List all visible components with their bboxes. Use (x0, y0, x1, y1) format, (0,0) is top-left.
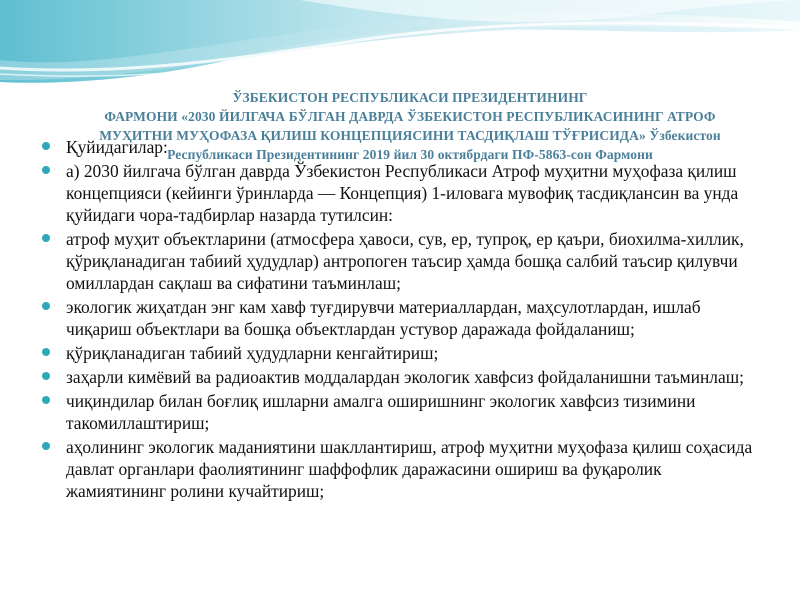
title-line-2: ФАРМОНИ «2030 ЙИЛГАЧА БЎЛГАН ДАВРДА ЎЗБЕКИСТОН РЕСПУБЛИКАСИНИНГ АТРОФ (104, 109, 716, 124)
list-item (42, 228, 762, 294)
bullet-icon (42, 302, 50, 310)
list-item-text: атроф муҳит объектларини (атмосфера ҳавоси, сув, ер, тупроқ, ер қаъри, биохилма-хиллик, қўриқланадиган табиий ҳудудлар) антропоген таъсир ҳамда бошқа салбий таъсир қилувчи омиллардан сақлаш ва сифатини таъминлаш; (66, 229, 744, 293)
bullet-icon (42, 142, 50, 150)
list-item (42, 136, 762, 158)
bullet-list (42, 136, 762, 504)
bullet-icon (42, 442, 50, 450)
title-line-3: МУҲИТНИ МУҲОФАЗА ҚИЛИШ КОНЦЕПЦИЯСИНИ ТАСДИҚЛАШ ТЎҒРИСИДА» Ўзбекистон (99, 128, 721, 143)
bullet-icon (42, 372, 50, 380)
list-item-text: қўриқланадиган табиий ҳудудларни кенгайтириш; (66, 343, 439, 363)
bullet-icon (42, 348, 50, 356)
bullet-icon (42, 234, 50, 242)
list-item (42, 366, 762, 388)
list-item-text: аҳолининг экологик маданиятини шакллантириш, атроф муҳитни муҳофаза қилиш соҳасида давлат органлари фаолиятининг шаффофлик даражасини ошириш ва фуқаролик жамиятининг ролини кучайтириш; (66, 437, 753, 501)
list-item-text: Қуйидагилар: (66, 137, 168, 157)
title-line-4: Республикаси Президентининг 2019 йил 30 октябрдаги ПФ-5863-сон Фармони (167, 147, 653, 162)
bullet-icon (42, 396, 50, 404)
title-line-1: ЎЗБЕКИСТОН РЕСПУБЛИКАСИ ПРЕЗИДЕНТИНИНГ (232, 90, 588, 105)
list-item-text: чиқиндилар билан боғлиқ ишларни амалга оширишнинг экологик хавфсиз тизимини такомиллаштириш; (66, 391, 696, 433)
list-item (42, 390, 762, 434)
list-item (42, 342, 762, 364)
list-item-text: заҳарли кимёвий ва радиоактив моддалардан экологик хавфсиз фойдаланишни таъминлаш; (66, 367, 744, 387)
list-item-text: а) 2030 йилгача бўлган даврда Ўзбекистон Республикаси Атроф муҳитни муҳофаза қилиш концепцияси (кейинги ўринларда — Концепция) 1-иловага мувофиқ тасдиқлансин ва унда қуйидаги чора-тадбирлар назарда тутилсин: (66, 161, 739, 225)
list-item (42, 296, 762, 340)
bullet-icon (42, 166, 50, 174)
list-item-text: экологик жиҳатдан энг кам хавф туғдирувчи материаллардан, маҳсулотлардан, ишлаб чиқариш объектлари ва бошқа объектлардан устувор даражада фойдаланиш; (66, 297, 701, 339)
list-item (42, 436, 762, 502)
list-item (42, 160, 762, 226)
